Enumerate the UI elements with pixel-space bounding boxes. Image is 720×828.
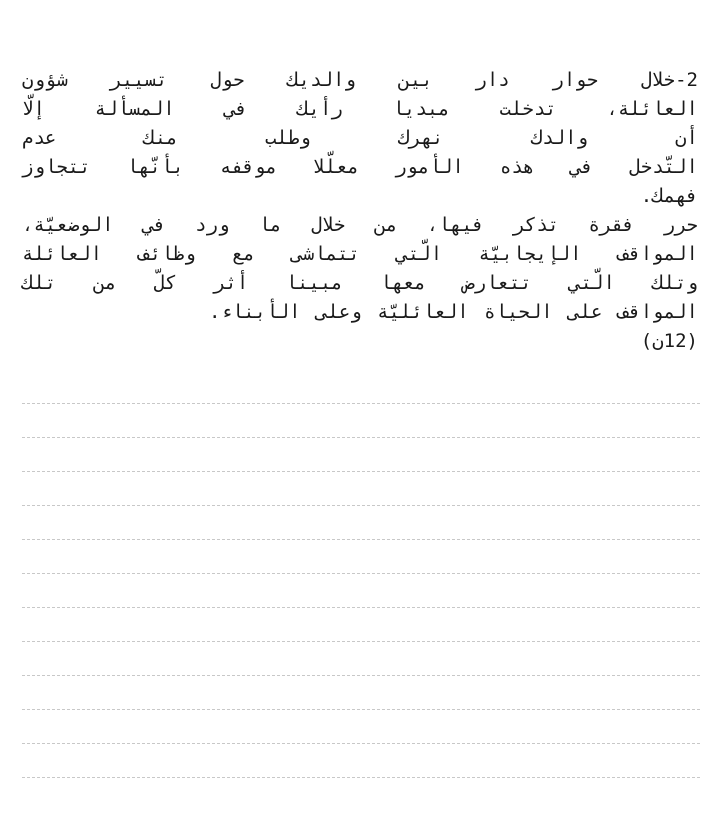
situation-line: العائلة، تدخلت مبديا رأيك في المسألة إلّا: [22, 98, 698, 120]
answer-line[interactable]: [22, 573, 700, 574]
answer-line[interactable]: [22, 471, 700, 472]
task-line: وتلك الّتي تتعارض معها مبينا أثر كلّ من تلك: [22, 272, 698, 294]
answer-line[interactable]: [22, 403, 700, 404]
answer-line[interactable]: [22, 709, 700, 710]
situation-line: أن والدك نهرك وطلب منك عدم: [22, 127, 698, 149]
answer-line[interactable]: [22, 675, 700, 676]
answer-line[interactable]: [22, 437, 700, 438]
answer-lines: [22, 403, 700, 811]
situation-line: فهمك.: [640, 185, 698, 207]
answer-line[interactable]: [22, 505, 700, 506]
question-text: [22, 66, 698, 356]
answer-line[interactable]: [22, 777, 700, 778]
task-line: حرر فقرة تذكر فيها، من خلال ما ورد في الوضعيّة،: [22, 214, 698, 236]
task-line: المواقف الإيجابيّة الّتي تتماشى مع وظائف العائلة: [22, 243, 698, 265]
situation-line: التّدخل في هذه الأمور معلّلا موقفه بأنّها تتجاوز: [22, 156, 698, 178]
answer-line[interactable]: [22, 743, 700, 744]
task-line: المواقف على الحياة العائليّة وعلى الأبناء.: [209, 301, 698, 323]
score-label: (12ن): [640, 330, 698, 352]
answer-line[interactable]: [22, 607, 700, 608]
situation-line: 2-خلال حوار دار بين والديك حول تسيير شؤون: [22, 69, 698, 91]
answer-line[interactable]: [22, 539, 700, 540]
answer-line[interactable]: [22, 641, 700, 642]
